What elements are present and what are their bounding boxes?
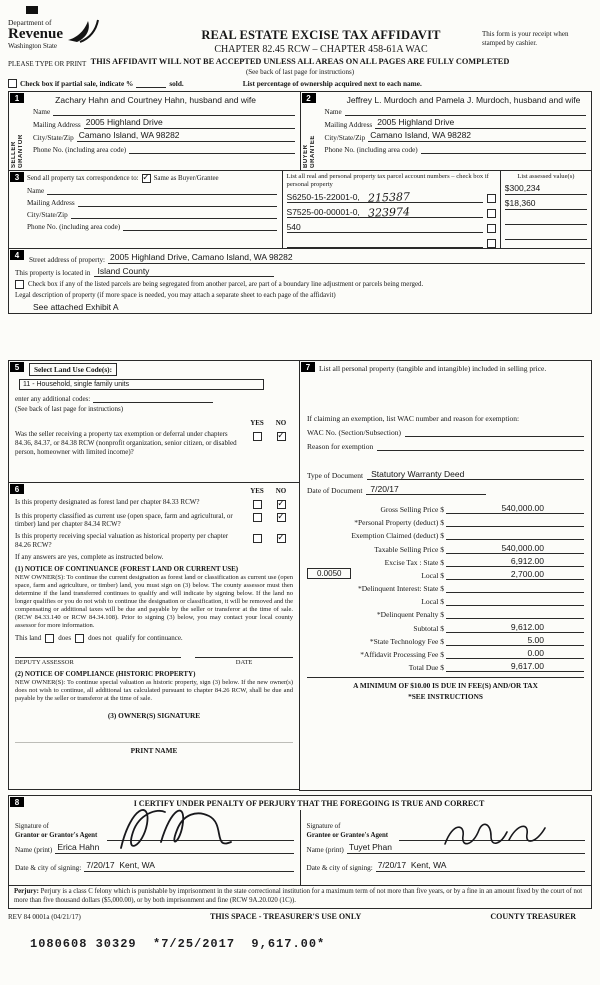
- dor-swoosh-icon: [66, 18, 100, 44]
- correspondence-city-row: [27, 209, 277, 219]
- document-date-row: [307, 484, 584, 495]
- document-type-row: [307, 469, 584, 480]
- historic-yes-checkbox[interactable]: [253, 534, 262, 543]
- technology-fee-field[interactable]: 5.00: [446, 635, 584, 646]
- receipt-note-line2: when stamped by cashier.: [482, 30, 569, 48]
- parcel-row: [287, 190, 496, 203]
- no-cell: [269, 498, 293, 509]
- grantor-date-label: Date & city of signing:: [15, 863, 82, 872]
- located-in-row: [15, 266, 585, 277]
- footer-row: [8, 912, 592, 921]
- section-7-number: 7: [301, 362, 315, 372]
- correspondence-city-label: City/State/Zip: [27, 211, 68, 219]
- grantee-vertical-label: GRANTEE: [309, 135, 316, 168]
- technology-fee-label: *State Technology Fee $: [369, 636, 444, 646]
- receipt-note-line1: This form is your receipt: [482, 30, 552, 38]
- parcel-3-field[interactable]: [287, 222, 483, 233]
- no-cell: [269, 532, 293, 550]
- continuance-notice-body: NEW OWNER(S): To continue the current designation as forest land or classification as current use (open space, farm and agriculture, or timber) land, you must sign on (3) below. The county assessor must then determine if the land transferred continues to qualify and will indicate by signing below. If the land no longer qualifies or you do not wish to continue the designation or classification, it will be removed and the compensating or additional taxes will be due and payable by the seller or transferor at the time of sale. (RCW 84.33.140 or RCW 84.34.108). Prior to signing (3) below, you may contact your local county assessor for more information.: [15, 573, 293, 629]
- legal-description-field[interactable]: See attached Exhibit A: [33, 301, 119, 312]
- seller-name-row: [33, 96, 295, 116]
- grantee-name-field[interactable]: Tuyet Phan: [347, 843, 585, 854]
- fee-row-personal-deduct: [307, 514, 584, 527]
- parcel-2-field[interactable]: [287, 207, 483, 218]
- assessed-value-2[interactable]: $18,360: [505, 198, 587, 210]
- grantee-name-label: Name (print): [306, 845, 344, 854]
- wac-field[interactable]: [405, 427, 584, 437]
- wac-label: WAC No. (Section/Subsection): [307, 427, 401, 437]
- parcel-row: [287, 220, 496, 233]
- grantee-signature-area[interactable]: [307, 811, 586, 841]
- ownership-note: List percentage of ownership acquired next to each name.: [242, 79, 422, 88]
- no-cell: [269, 430, 293, 456]
- seller-mailing-row: [33, 118, 295, 129]
- yes-no-header-5: [15, 419, 293, 427]
- dor-logo: [8, 18, 160, 55]
- correspondence-phone-field[interactable]: [123, 221, 276, 231]
- seller-phone-label: Phone No. (including area code): [33, 145, 127, 154]
- reason-row: [307, 441, 584, 451]
- legal-description-label: Legal description of property (if more space is needed, you may attach a separate sheet to each page of the affidavit): [15, 291, 336, 299]
- no-column-label: NO: [275, 487, 287, 495]
- grantor-name-row: [15, 843, 294, 854]
- forest-yes-checkbox[interactable]: [253, 500, 262, 509]
- fee-row-technology-fee: [307, 633, 584, 646]
- form-chapter: CHAPTER 82.45 RCW – CHAPTER 458-61A WAC: [214, 44, 428, 55]
- deputy-assessor-line[interactable]: DEPUTY ASSESSOR: [15, 657, 181, 666]
- fee-row-delinquent-penalty: [307, 606, 584, 619]
- correspondence-phone-row: [27, 221, 277, 231]
- buyer-phone-label: Phone No. (including area code): [324, 145, 418, 154]
- delinquent-interest-local-label: Local $: [421, 597, 444, 607]
- delinquent-interest-local-field[interactable]: [446, 596, 584, 606]
- please-type-note: PLEASE TYPE OR PRINT: [8, 60, 87, 68]
- buyer-mailing-row: [325, 118, 587, 129]
- grantor-signature-of-label: Signature of: [15, 823, 49, 831]
- grantor-date-field[interactable]: 7/20/17 Kent, WA: [84, 861, 293, 872]
- buyer-phone-row: [325, 144, 587, 154]
- yes-cell: [245, 430, 269, 456]
- does-qualify-checkbox[interactable]: [45, 634, 54, 643]
- grantor-signature-labels: [15, 823, 107, 841]
- minimum-due-text: A MINIMUM OF $10.00 IS DUE IN FEE(S) AND/OR TAX: [353, 681, 538, 691]
- deputy-assessor-row: [15, 657, 293, 666]
- form-title: REAL ESTATE EXCISE TAX AFFIDAVIT: [201, 28, 441, 42]
- street-address-label: Street address of property:: [29, 255, 106, 264]
- right-column: [299, 360, 592, 791]
- deferral-no-checkbox[interactable]: ✓: [277, 430, 285, 441]
- certify-statement: I CERTIFY UNDER PENALTY OF PERJURY THAT THE FOREGOING IS TRUE AND CORRECT: [133, 798, 485, 808]
- buyer-name-field[interactable]: Jeffrey L. Murdoch and Pamela J. Murdoch, husband and wife: [345, 96, 586, 116]
- perjury-notice: [8, 885, 592, 909]
- land-use-title: Select Land Use Code(s):: [29, 363, 117, 376]
- see-back-note: (See back of last page for instructions): [245, 68, 355, 76]
- property-address-section: [8, 248, 592, 314]
- parcel-row: [287, 235, 496, 248]
- buyer-section: [300, 91, 593, 171]
- warning-row: [8, 57, 592, 68]
- excise-state-label: Excise Tax : State $: [384, 557, 444, 567]
- section-gap: [8, 314, 592, 360]
- does-not-label: does not: [88, 634, 112, 643]
- historic-question-text: Is this property receiving special valuation as historical property per chapter 84.26 RCW?: [15, 532, 229, 549]
- personal-property-blank-area[interactable]: [307, 374, 584, 414]
- agency-dept-line: Department of: [8, 18, 52, 27]
- correspondence-mailing-label: Mailing Address: [27, 199, 75, 207]
- correspondence-left: [9, 171, 283, 248]
- correspondence-name-field[interactable]: [47, 185, 276, 195]
- excise-state-field[interactable]: 6,912.00: [446, 556, 584, 567]
- parcel-2-number: S7525-00-00001-0,: [286, 207, 360, 218]
- reason-field[interactable]: [377, 441, 584, 451]
- located-in-label: This property is located in: [15, 268, 91, 277]
- partial-sale-label: Check box if partial sale, indicate %: [20, 79, 134, 88]
- grantor-vertical-label: GRANTOR: [18, 134, 24, 168]
- wac-row: [307, 427, 584, 437]
- dor-logo-text: [8, 18, 63, 50]
- section-4-number: 4: [10, 250, 24, 260]
- parcel-2-handwritten: 323974: [367, 205, 411, 220]
- yes-cell: [245, 498, 269, 509]
- subtotal-label: Subtotal $: [413, 623, 444, 633]
- grantee-date-label: Date & city of signing:: [306, 863, 373, 872]
- current-use-no-checkbox[interactable]: ✓: [277, 512, 285, 523]
- grantor-signature-area[interactable]: [15, 811, 294, 841]
- deferral-question-text: Was the seller receiving a property tax exemption or deferral under chapters 84.36, 84.37, or 84.38 RCW (nonprofit organization, senior citizen, or disabled person, homeowner with limited income)?: [15, 430, 237, 456]
- located-in-field[interactable]: Island County: [94, 266, 274, 277]
- fee-row-excise-state: [307, 554, 584, 567]
- yes-cell: [245, 512, 269, 530]
- processing-fee-field[interactable]: 0.00: [446, 648, 584, 659]
- seller-mailing-field[interactable]: 2005 Highland Drive: [84, 118, 295, 129]
- qualify-label: qualify for continuance.: [115, 634, 183, 643]
- fee-table: [307, 501, 584, 672]
- historic-no-checkbox[interactable]: ✓: [277, 532, 285, 543]
- fee-row-excise-local: [307, 567, 584, 580]
- personal-property-label: List all personal property (tangible and intangible) included in selling price.: [319, 364, 547, 373]
- perjury-label: Perjury:: [14, 888, 39, 895]
- grantee-signature-line[interactable]: [399, 831, 586, 841]
- this-land-label: This land: [15, 634, 42, 643]
- segregated-row: [15, 280, 585, 289]
- does-not-qualify-checkbox[interactable]: [75, 634, 84, 643]
- section-3-number: 3: [10, 172, 24, 182]
- buyer-city-row: [325, 131, 587, 142]
- excise-local-label: Local $: [421, 570, 444, 580]
- seller-city-label: City/State/Zip: [33, 133, 74, 142]
- current-use-question-text: Is this property classified as current use (open space, farm and agricultural, or timber) land per chapter 84.34 RCW?: [15, 511, 233, 529]
- excise-local-field[interactable]: 2,700.00: [446, 569, 584, 580]
- total-due-label: Total Due $: [408, 663, 444, 673]
- grantee-name-row: [307, 843, 586, 854]
- seller-vertical-labels: [11, 105, 24, 168]
- correspondence-city-field[interactable]: [71, 209, 277, 219]
- taxable-price-label: Taxable Selling Price $: [374, 544, 444, 554]
- sold-label: sold.: [169, 79, 184, 88]
- seller-phone-field[interactable]: [129, 144, 294, 154]
- document-date-label: Date of Document: [307, 485, 363, 495]
- yes-no-header-6: [15, 487, 293, 495]
- exemption-deduct-label: Exemption Claimed (deduct) $: [351, 531, 444, 541]
- parcel-3-number: 540: [286, 222, 301, 233]
- minimum-due-note: [307, 677, 584, 703]
- yes-cell: [245, 532, 269, 550]
- grantor-name-label: Name (print): [15, 845, 53, 854]
- parcel-1-handwritten: 215387: [367, 190, 411, 205]
- grantee-signature-labels: [307, 823, 399, 841]
- document-type-label: Type of Document: [307, 470, 364, 480]
- fee-row-processing-fee: [307, 646, 584, 659]
- reason-label: Reason for exemption: [307, 441, 374, 451]
- assessed-value-3[interactable]: [505, 213, 587, 225]
- send-correspondence-row: [27, 174, 277, 183]
- grantor-signature-line[interactable]: [107, 831, 294, 841]
- spacer: [307, 451, 584, 465]
- parcel-1-field[interactable]: [287, 192, 483, 203]
- cashier-stamp: 1080608 30329 *7/25/2017 9,617.00*: [30, 936, 326, 951]
- seller-mailing-label: Mailing Address: [33, 120, 81, 129]
- buyer-city-label: City/State/Zip: [324, 133, 366, 142]
- deputy-date-line[interactable]: DATE: [195, 657, 293, 666]
- section-6-number: 6: [10, 484, 24, 494]
- grantor-signature-block: [9, 810, 301, 886]
- land-use-section: [8, 360, 300, 483]
- form-header: [8, 18, 592, 55]
- section-1-number: 1: [10, 93, 24, 103]
- parcel-2-personal-checkbox[interactable]: [487, 209, 496, 218]
- personal-deduct-label: *Personal Property (deduct) $: [354, 518, 444, 528]
- fee-row-total-due: [307, 659, 584, 672]
- main-columns: [8, 360, 592, 791]
- local-rate-box: 0.0050: [307, 568, 351, 579]
- does-label: does: [58, 634, 72, 643]
- parties-row: [8, 91, 592, 171]
- parcel-4-personal-checkbox[interactable]: [487, 239, 496, 248]
- historic-question-row: [15, 532, 293, 550]
- parcel-3-personal-checkbox[interactable]: [487, 224, 496, 233]
- delinquent-interest-state-label: *Delinquent Interest: State $: [357, 584, 444, 594]
- seller-city-field[interactable]: Camano Island, WA 98282: [77, 131, 295, 142]
- correspondence-name-row: [27, 185, 277, 195]
- seller-vertical-label: SELLER: [11, 141, 17, 168]
- street-address-row: [15, 253, 585, 264]
- fee-row-delinquent-interest-local: [307, 593, 584, 606]
- forest-land-question-text: Is this property designated as forest land per chapter 84.33 RCW?: [15, 498, 200, 506]
- personal-deduct-field[interactable]: [446, 517, 584, 527]
- perjury-text: Perjury is a class C felony which is punishable by imprisonment in the state correctional institution for a maximum term of not more than five years, or by a fine in an amount fixed by the court of not more than five thousand dollars ($5,000.00), or by both imprisonment and fine (RCW 9A.20.020 (1C)).: [14, 888, 583, 904]
- taxable-price-field[interactable]: 540,000.00: [446, 543, 584, 554]
- see-instructions-text: *SEE INSTRUCTIONS: [408, 692, 483, 702]
- no-cell: [269, 512, 293, 530]
- exemption-deduct-field[interactable]: [446, 530, 584, 540]
- delinquent-interest-state-field[interactable]: [446, 583, 584, 593]
- buyer-mailing-field[interactable]: 2005 Highland Drive: [375, 118, 586, 129]
- deferral-question-row: [15, 430, 293, 456]
- buyer-name-row: [325, 96, 587, 116]
- seller-name-field[interactable]: Zachary Hahn and Courtney Hahn, husband and wife: [53, 96, 294, 116]
- gross-price-label: Gross Selling Price $: [380, 504, 444, 514]
- segregated-checkbox[interactable]: [15, 280, 24, 289]
- current-use-question-row: [15, 512, 293, 530]
- section-2-number: 2: [302, 93, 316, 103]
- treasurer-space-label: THIS SPACE - TREASURER'S USE ONLY: [209, 911, 362, 921]
- left-column: [8, 360, 300, 791]
- parcel-numbers-panel: [283, 171, 501, 248]
- seller-name-label: Name: [33, 108, 51, 116]
- land-classification-section: [8, 482, 300, 790]
- continuance-notice-title: (1) NOTICE OF CONTINUANCE (FOREST LAND OR CURRENT USE): [15, 564, 239, 573]
- section-5-number: 5: [10, 362, 24, 372]
- fee-row-taxable: [307, 540, 584, 553]
- buyer-mailing-label: Mailing Address: [324, 120, 373, 129]
- land-use-header: [15, 363, 293, 376]
- seller-city-row: [33, 131, 295, 142]
- land-use-code-select[interactable]: 11 - Household, single family units: [19, 379, 264, 390]
- agency-state-line: Washington State: [8, 42, 58, 50]
- correspondence-mailing-row: [27, 197, 277, 207]
- yes-column-label: YES: [250, 487, 264, 495]
- additional-codes-row: [15, 393, 293, 403]
- fee-row-delinquent-interest-state: [307, 580, 584, 593]
- compliance-notice-title: (2) NOTICE OF COMPLIANCE (HISTORIC PROPERTY): [15, 669, 196, 678]
- if-yes-note: If any answers are yes, complete as instructed below.: [15, 552, 164, 561]
- buyer-city-field[interactable]: Camano Island, WA 98282: [368, 131, 586, 142]
- parcel-4-field[interactable]: [287, 237, 483, 248]
- assessed-values-panel: [501, 171, 591, 248]
- compliance-notice-body: NEW OWNER(S): To continue special valuation as historic property, sign (3) below. If the new owner(s) does not wish to continue, all additional tax calculated pursuant to chapter 84.26 RCW, shall be due and payable by the seller or transferor at the time of sale.: [15, 678, 293, 703]
- assessed-value-1[interactable]: $300,234: [505, 183, 587, 195]
- parcel-1-number: S6250-15-22001-0,: [286, 192, 360, 203]
- parcel-header: List all real and personal property tax parcel account numbers – check box if personal property: [286, 173, 489, 188]
- print-name-label: PRINT NAME: [15, 742, 293, 755]
- send-correspondence-label: Send all property tax correspondence to:: [27, 175, 139, 182]
- warning-note: THIS AFFIDAVIT WILL NOT BE ACCEPTED UNLESS ALL AREAS ON ALL PAGES ARE FULLY COMPLETED: [90, 57, 510, 66]
- document-type-field[interactable]: Statutory Warranty Deed: [367, 469, 584, 480]
- seller-section: [8, 91, 301, 171]
- agency-name-line: Revenue: [8, 26, 63, 42]
- grantee-signature-of-label: Signature of: [306, 823, 341, 831]
- certification-section: [8, 795, 592, 886]
- forest-land-question-row: [15, 498, 293, 509]
- grantor-date-row: [15, 861, 294, 872]
- correspondence-phone-label: Phone No. (including area code): [27, 223, 121, 231]
- exemption-intro: If claiming an exemption, list WAC number and reason for exemption:: [307, 413, 520, 423]
- grantee-date-field[interactable]: 7/20/17 Kent, WA: [376, 861, 585, 872]
- partial-sale-percent-field[interactable]: [136, 80, 166, 88]
- total-due-field[interactable]: 9,617.00: [446, 661, 584, 672]
- same-as-buyer-label: Same as Buyer/Grantee: [153, 175, 219, 182]
- street-address-field[interactable]: 2005 Highland Drive, Camano Island, WA 98282: [108, 253, 585, 264]
- no-column-label: NO: [275, 419, 287, 427]
- correspondence-mailing-field[interactable]: [78, 197, 277, 207]
- grantee-agent-label: Grantee or Grantee's Agent: [306, 832, 389, 840]
- buyer-vertical-label: BUYER: [302, 144, 309, 168]
- forest-no-checkbox[interactable]: ✓: [277, 498, 285, 509]
- processing-fee-label: *Affidavit Processing Fee $: [360, 650, 444, 659]
- delinquent-penalty-field[interactable]: [446, 609, 584, 619]
- receipt-note: [482, 30, 592, 55]
- segregated-label: Check box if any of the listed parcels are being segregated from another parcel, are part of a boundary line adjustment or parcels being merged.: [28, 280, 424, 288]
- gross-price-field[interactable]: 540,000.00: [446, 503, 584, 514]
- yes-column-label: YES: [250, 419, 264, 427]
- delinquent-penalty-label: *Delinquent Penalty $: [376, 610, 444, 620]
- buyer-name-label: Name: [324, 108, 342, 116]
- additional-codes-label: enter any additional codes:: [15, 395, 91, 403]
- same-as-buyer-checkbox[interactable]: ✓: [142, 173, 150, 183]
- buyer-vertical-labels: [303, 105, 316, 168]
- scan-mark: [26, 6, 38, 14]
- deferral-yes-checkbox[interactable]: [253, 432, 262, 441]
- additional-codes-field[interactable]: [93, 393, 213, 403]
- grantor-name-field[interactable]: Erica Hahn: [55, 843, 293, 854]
- current-use-yes-checkbox[interactable]: [253, 513, 262, 522]
- see-back-note-5: (See back of last page for instructions): [15, 405, 124, 413]
- selling-price-section: [299, 360, 592, 791]
- grantor-agent-label: Grantor or Grantor's Agent: [15, 832, 98, 840]
- partial-sale-row: [8, 79, 592, 88]
- tax-correspondence-section: [8, 170, 592, 249]
- continuance-qualify-row: [15, 634, 293, 643]
- county-treasurer-label: COUNTY TREASURER: [490, 911, 576, 921]
- certify-row: [9, 796, 591, 810]
- header-center: [160, 18, 482, 55]
- signature-columns: [9, 810, 591, 886]
- subtotal-field[interactable]: 9,612.00: [446, 622, 584, 633]
- partial-sale-checkbox[interactable]: [8, 79, 17, 88]
- grantee-date-row: [307, 861, 586, 872]
- fee-row-gross: [307, 501, 584, 514]
- assessed-values-header: List assessed value(s): [517, 173, 575, 180]
- assessed-value-4[interactable]: [505, 228, 587, 240]
- section-8-number: 8: [10, 797, 24, 807]
- seller-phone-row: [33, 144, 295, 154]
- parcel-1-personal-checkbox[interactable]: [487, 194, 496, 203]
- parcel-row: [287, 205, 496, 218]
- grantee-signature-block: [301, 810, 592, 886]
- fee-row-subtotal: [307, 619, 584, 632]
- correspondence-name-label: Name: [27, 187, 45, 195]
- owners-signature-label: (3) OWNER(S) SIGNATURE: [107, 711, 201, 721]
- document-date-field[interactable]: 7/20/17: [366, 484, 486, 495]
- buyer-phone-field[interactable]: [421, 144, 586, 154]
- fee-row-exemption-deduct: [307, 527, 584, 540]
- form-revision: REV 84 0001a (04/21/17): [8, 912, 81, 921]
